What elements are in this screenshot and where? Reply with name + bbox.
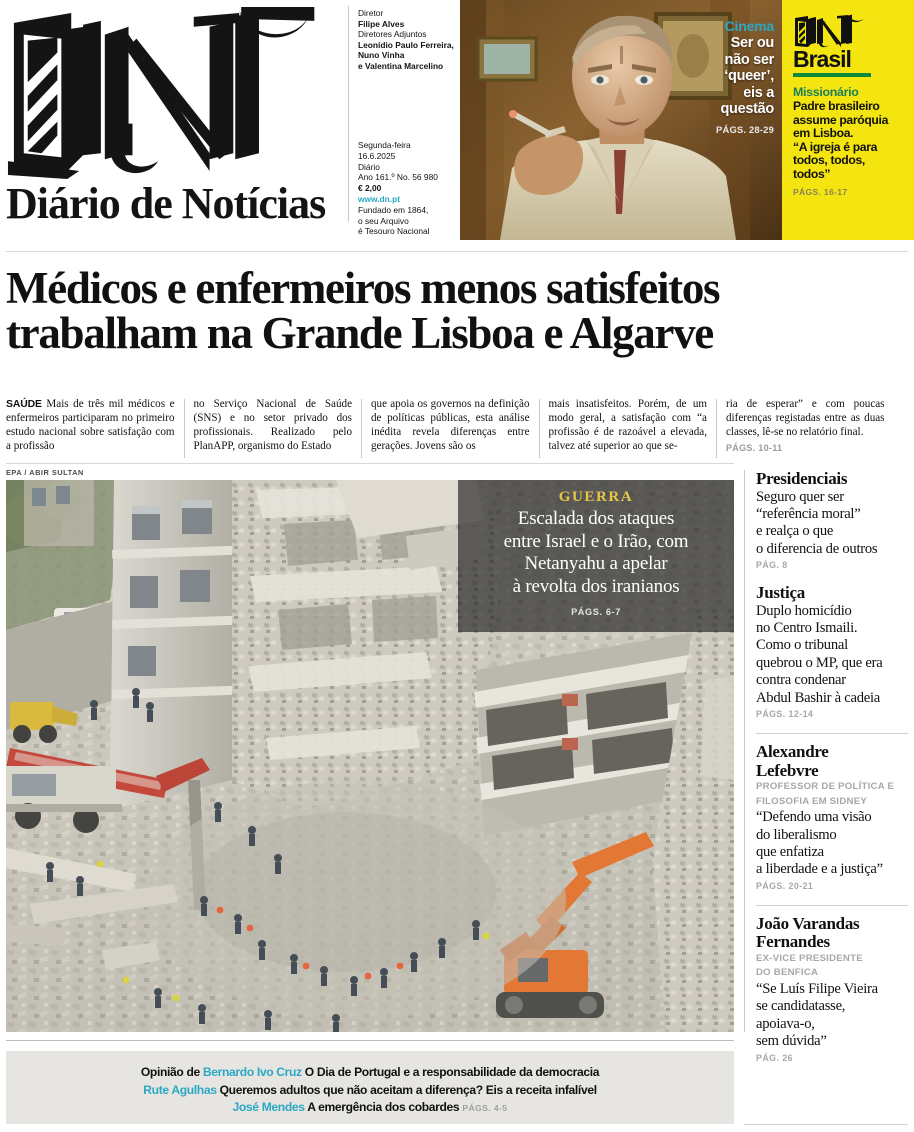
headline-line-1: Médicos e enfermeiros menos satisfeitos (6, 263, 720, 313)
issue-founded-1: Fundado em 1864, (358, 204, 429, 215)
issue-date: 16.6.2025 (358, 150, 396, 161)
lead-column-3 (361, 398, 539, 460)
sidebar-role-line2: FILOSOFIA EM SIDNEY (756, 795, 867, 807)
top-band (0, 0, 914, 240)
main-photo-caption (458, 480, 734, 632)
guerra-kicker: GUERRA (558, 489, 634, 505)
sidebar-item-role (756, 780, 908, 809)
page-title (6, 263, 908, 358)
lead-text-2: no Serviço Nacional de Saúde (SNS) e no setor privado dos profissionais. Realizado pelo PlanAPP, organismo do Estado (193, 398, 352, 452)
sidebar-divider (756, 733, 908, 734)
sidebar-body-line5: contra condenar (756, 672, 846, 689)
cinema-headline-line4: eis a (743, 84, 774, 101)
lead-column-2 (184, 398, 362, 460)
guerra-headline-line3: Netanyahu a apelar (524, 553, 668, 574)
dn-brasil-wordmark: Brasil (793, 46, 851, 72)
cinema-kicker: Cinema (724, 18, 774, 34)
opinion-title-2: Queremos adultos que não aceitam a diferença? Eis a receita infalível (219, 1082, 597, 1097)
sidebar-item-body (756, 603, 908, 707)
sidebar-title-line1: Alexandre (756, 742, 829, 762)
sidebar-item-title: Justiça (756, 583, 805, 603)
issue-price: € 2,00 (358, 183, 382, 194)
masthead (0, 0, 348, 240)
dn-brasil-panel[interactable] (782, 0, 914, 240)
lead-pages: PÁGS. 10-11 (726, 442, 783, 453)
headline-line-2: trabalham na Grande Lisboa e Algarve (6, 308, 713, 358)
guerra-headline-line1: Escalada dos ataques (517, 508, 675, 529)
dn-logo-icon (6, 4, 342, 180)
sidebar-divider (756, 905, 908, 906)
dn-brasil-logo-icon (793, 14, 867, 48)
sidebar-title-line2: Lefebvre (756, 760, 819, 780)
lead-paragraph (6, 398, 908, 460)
sidebar-body-line3: apoiava-o, (756, 1015, 815, 1032)
sidebar-item-justica[interactable] (756, 584, 908, 719)
lead-column-1 (6, 398, 184, 460)
sidebar-item-joao-varandas-fernandes[interactable] (756, 915, 908, 1063)
lead-text-3: que apoia os governos na definição de políticas públicas, esta análise inédita revela diferenças entre gerações. Jovens são os (371, 398, 530, 452)
issue-info-column (348, 0, 460, 240)
sidebar-body-line3: Como o tribunal (756, 637, 848, 654)
dn-brasil-body-line6: todos” (793, 166, 831, 181)
sidebar-body-line4: quebrou o MP, que era (756, 654, 883, 671)
headline-divider (6, 251, 908, 252)
opinion-line-2[interactable] (6, 1082, 734, 1100)
sidebar-item-title (756, 743, 908, 780)
lead-column-4 (539, 398, 717, 460)
dn-brasil-pages: PÁGS. 16-17 (793, 186, 848, 197)
sidebar-item-pages: PÁG. 26 (756, 1052, 793, 1063)
sidebar-body-line2: “referência moral” (756, 505, 861, 522)
sidebar-item-alexandre-lefebvre[interactable] (756, 743, 908, 891)
guerra-headline-line2: entre Israel e o Irão, com (503, 530, 689, 552)
director-label: Diretor (358, 8, 384, 18)
issue-weekday: Segunda-feira (358, 140, 411, 150)
opinion-bar (6, 1051, 734, 1124)
masthead-wordmark-text: Diário de Notícias (6, 179, 326, 228)
lead-column-5 (716, 398, 894, 460)
sidebar-body-line2: no Centro Ismaili. (756, 620, 858, 637)
sidebar-role-line1: PROFESSOR DE POLÍTICA E (756, 781, 895, 793)
sidebar-item-body (756, 981, 908, 1051)
sidebar-item-body (756, 489, 908, 559)
sidebar-body-line6: Abdul Bashir à cadeia (756, 689, 881, 706)
opinion-author-2[interactable]: Rute Agulhas (143, 1082, 217, 1097)
sidebar-role-line2: DO BENFICA (756, 967, 819, 979)
lead-text-5: ria de esperar” e com poucas diferenças registadas entre as duas classes, lê-se no relatório final. (726, 398, 885, 438)
opinion-author-1[interactable]: Bernardo Ivo Cruz (202, 1065, 302, 1079)
issue-number: Ano 161.º No. 56 980 (358, 172, 438, 183)
sidebar-body-line1: “Defendo uma visão (756, 809, 872, 826)
sidebar-body-line3: que enfatiza (756, 844, 824, 861)
dn-brasil-body-line4: “A igreja é para (793, 139, 878, 154)
issue-frequency: Diário (358, 161, 380, 172)
guerra-headline-line4: à revolta dos iranianos (512, 575, 680, 597)
sidebar-item-title: Presidenciais (756, 469, 848, 488)
sidebar-body-line1: Duplo homicídio (756, 602, 852, 619)
opinion-title-1: O Dia de Portugal e a responsabilidade da democracia (304, 1065, 600, 1079)
sidebar-item-pages: PÁGS. 12-14 (756, 709, 814, 720)
sidebar-item-title (756, 915, 908, 952)
dn-brasil-body-line3: em Lisboa. (793, 126, 854, 141)
sidebar-bottom-divider (744, 1124, 908, 1125)
deputy-name-3: e Valentina Marcelino (358, 60, 444, 71)
sidebar-item-presidenciais[interactable] (756, 470, 908, 570)
lead-text-1: Mais de três mil médicos e enfermeiros participaram no primeiro estudo nacional sobre satisfação com a profissão (6, 398, 175, 452)
dn-brasil-body-line2: assume paróquia (793, 112, 888, 127)
sidebar-role-line1: EX-VICE PRESIDENTE (756, 952, 863, 964)
deputy-name-2: Nuno Vinha (358, 50, 405, 61)
sidebar-item-body (756, 809, 908, 879)
opinion-title-3: A emergência dos cobardes (307, 1100, 460, 1115)
dn-brasil-body-line5: todos, todos, (793, 153, 865, 168)
sidebar (744, 469, 908, 1063)
opinion-line-1[interactable] (6, 1064, 734, 1082)
cinema-headline (654, 35, 774, 118)
dn-brasil-body (793, 100, 905, 182)
dn-brasil-rule (793, 73, 871, 77)
opinion-divider (6, 1040, 734, 1041)
masthead-wordmark (6, 176, 336, 228)
sidebar-title-line1: João Varandas (756, 913, 860, 933)
sidebar-item-pages: PÁG. 8 (756, 560, 788, 571)
opinion-line-3[interactable] (6, 1099, 734, 1118)
cinema-headline-line3: ‘queer’, (724, 68, 774, 84)
sidebar-body-line4: sem dúvida” (756, 1033, 827, 1050)
lead-text-4: mais insatisfeitos. Porém, de um modo geral, a satisfação com “a profissão é de razoável a elevada, talvez até superior ao que se- (548, 398, 707, 452)
sidebar-body-line1: Seguro quer ser (756, 488, 844, 505)
staff-block (358, 8, 454, 72)
dn-brasil-body-line1: Padre brasileiro (793, 99, 880, 113)
sidebar-body-line2: se candidatasse, (756, 998, 846, 1015)
guerra-headline (458, 508, 734, 598)
cinema-headline-line1: Ser ou (730, 35, 774, 51)
dn-brasil-kicker: Missionário (793, 85, 859, 99)
cinema-pages: PÁGS. 28-29 (716, 123, 774, 135)
cinema-teaser[interactable] (460, 0, 782, 240)
sidebar-body-line4: o diferencia de outros (756, 540, 878, 557)
issue-founded-2: o seu Arquivo (358, 215, 409, 226)
main-photo[interactable] (6, 480, 734, 1032)
photo-divider (6, 463, 734, 464)
director-name: Filipe Alves (358, 18, 405, 29)
deputy-label: Diretores Adjuntos (358, 29, 427, 40)
opinion-pages: PÁGS. 4-5 (462, 1103, 508, 1114)
issue-website-link[interactable]: www.dn.pt (358, 193, 401, 204)
sidebar-body-line3: e realça o que (756, 523, 834, 540)
lead-kicker: SAÚDE (6, 399, 42, 410)
sidebar-body-line4: a liberdade e a justiça” (756, 861, 883, 878)
cinema-headline-line2: não ser (724, 51, 774, 68)
issue-founded-3: é Tesouro Nacional (358, 226, 430, 237)
cinema-headline-line5: questão (720, 101, 774, 117)
sidebar-body-line2: do liberalismo (756, 826, 837, 843)
photo-credit: EPA / ABIR SULTAN (6, 468, 84, 477)
sidebar-body-line1: “Se Luís Filipe Vieira (756, 981, 878, 998)
issue-details (358, 140, 438, 237)
opinion-prefix: Opinião de (140, 1065, 200, 1079)
guerra-pages: PÁGS. 6-7 (571, 607, 621, 617)
sidebar-title-line2: Fernandes (756, 932, 830, 952)
deputy-name-1: Leonídio Paulo Ferreira, (358, 39, 454, 50)
opinion-author-3[interactable]: José Mendes (232, 1100, 305, 1115)
sidebar-item-role (756, 952, 908, 981)
cinema-text-block (654, 18, 774, 135)
sidebar-item-pages: PÁGS. 20-21 (756, 880, 814, 891)
